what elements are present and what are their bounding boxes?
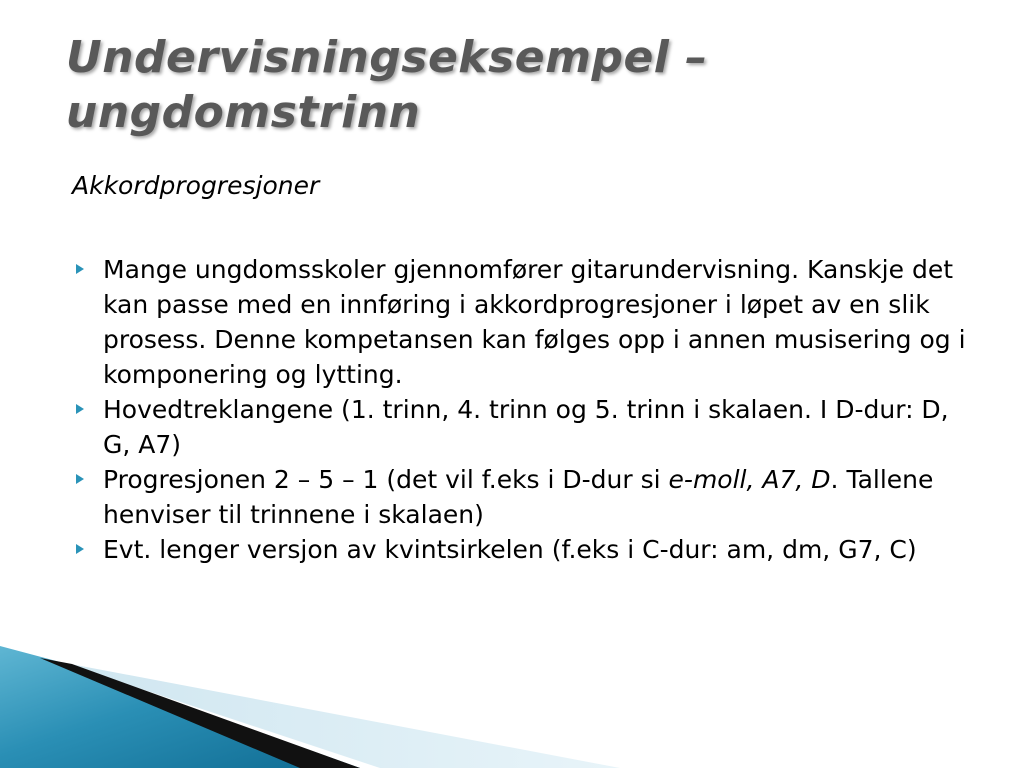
bullet-text: Mange ungdomsskoler gjennomfører gitarundervisning. Kanskje det kan passe med en innføring i akkordprogresjoner i løpet av en slik prosess. Denne kompetansen kan følges opp i annen musisering og i komponering og lytting. <box>103 255 966 389</box>
bullet-text-italic: e-moll, A7, D <box>668 465 831 494</box>
bullet-item <box>72 532 972 567</box>
bullet-item <box>72 392 972 462</box>
triangle-right-icon <box>76 404 84 414</box>
bullet-text-part: Progresjonen 2 – 5 – 1 (det vil f.eks i D-dur si <box>103 465 669 494</box>
bullet-item <box>72 462 972 532</box>
corner-decoration <box>0 640 1024 768</box>
triangle-right-icon <box>76 474 84 484</box>
bullet-item <box>72 252 972 392</box>
bullet-text: Hovedtreklangene (1. trinn, 4. trinn og 5. trinn i skalaen. I D-dur: D, G, A7) <box>103 395 949 459</box>
slide-title: Undervisningseksempel – ungdomstrinn <box>66 32 708 138</box>
bullet-text-part: . Tallene henviser til trinnene i skalaen) <box>103 465 934 529</box>
triangle-right-icon <box>76 544 84 554</box>
bullet-text: Evt. lenger versjon av kvintsirkelen (f.eks i C-dur: am, dm, G7, C) <box>103 535 917 564</box>
bullet-list <box>72 252 972 567</box>
triangle-right-icon <box>76 264 84 274</box>
slide-subtitle: Akkordprogresjoner <box>72 171 320 200</box>
